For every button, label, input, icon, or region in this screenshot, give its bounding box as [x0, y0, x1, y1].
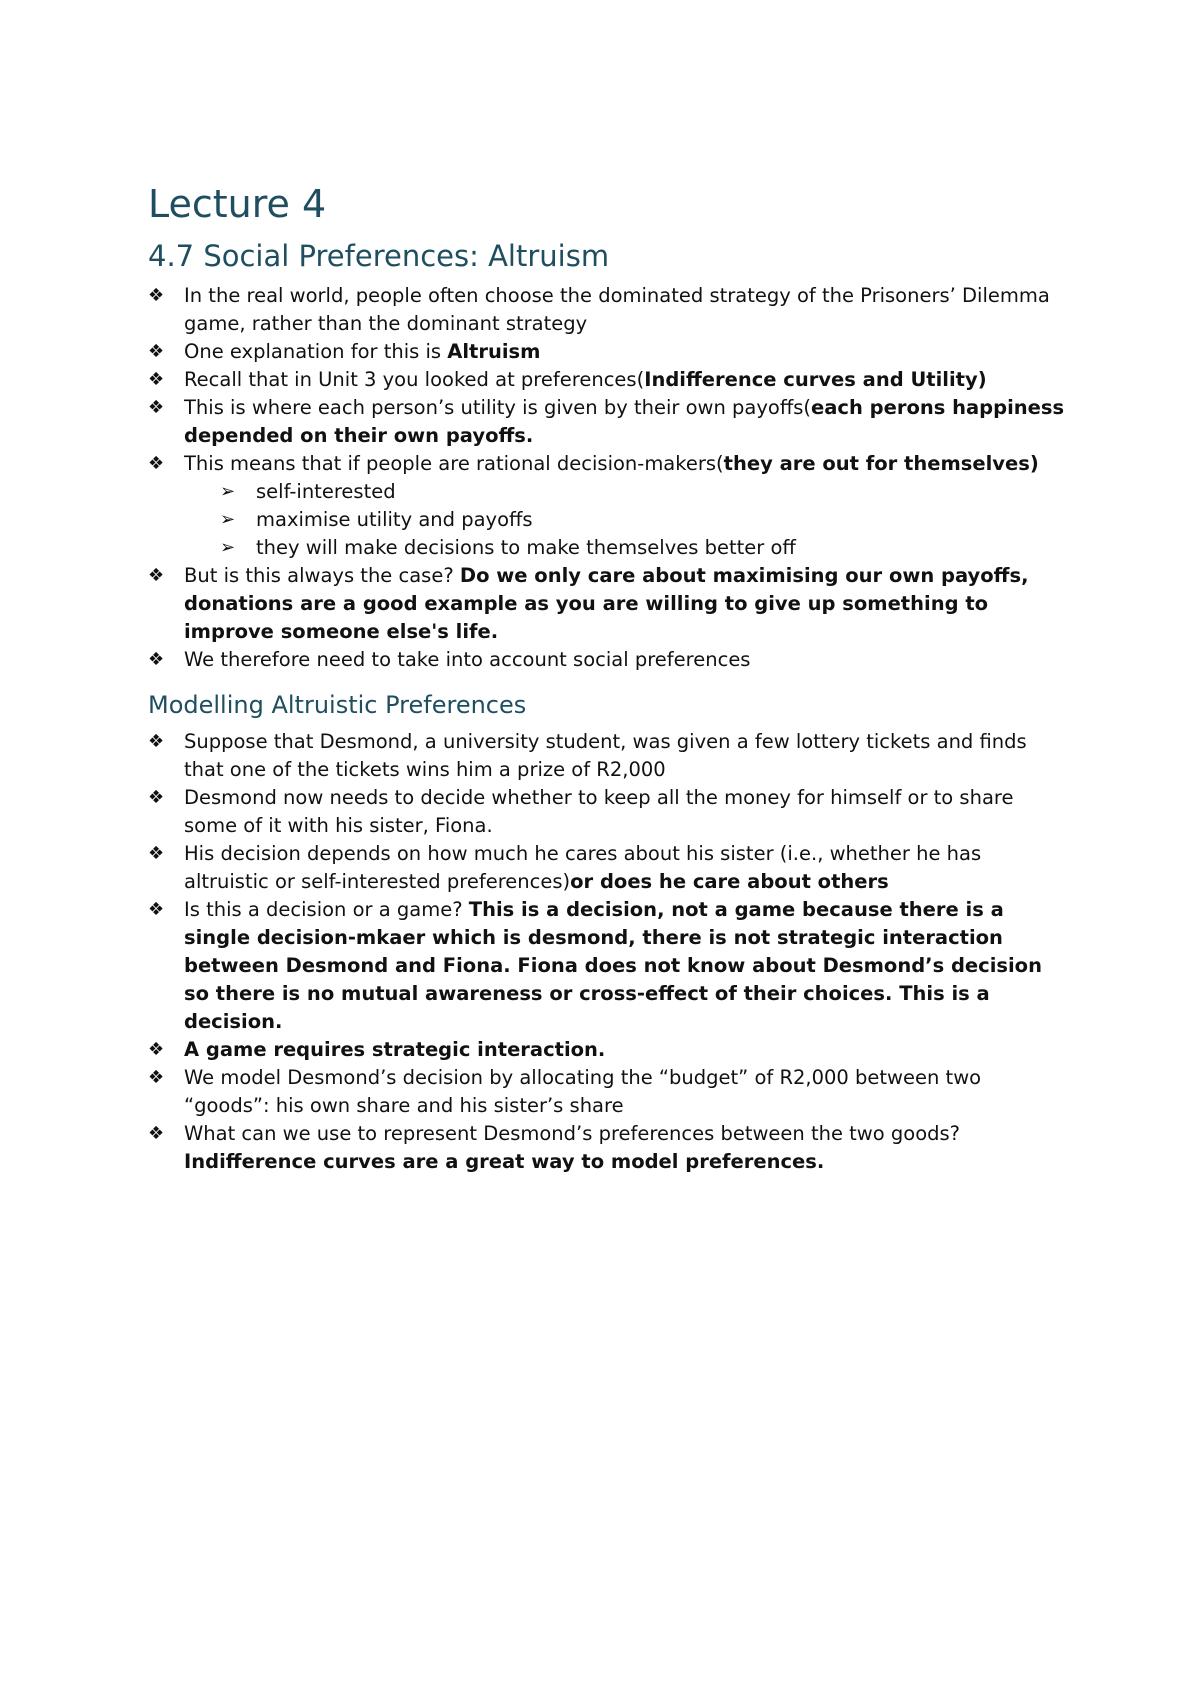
sub-item-text: self-interested: [256, 480, 396, 503]
arrowhead-bullet-icon: ➢: [220, 537, 236, 558]
item-text: Recall that in Unit 3 you looked at preferences(: [184, 368, 645, 391]
list-item: [148, 784, 1068, 840]
sub-item-text: maximise utility and payoffs: [256, 508, 533, 531]
item-text: We therefore need to take into account social preferences: [184, 648, 751, 671]
list-item: [148, 338, 1068, 366]
four-diamond-bullet-icon: ❖: [148, 787, 165, 808]
four-diamond-bullet-icon: ❖: [148, 565, 165, 586]
four-diamond-bullet-icon: ❖: [148, 843, 165, 864]
item-bold-text: or does he care about others: [570, 870, 889, 893]
four-diamond-bullet-icon: ❖: [148, 1123, 165, 1144]
four-diamond-bullet-icon: ❖: [148, 1067, 165, 1088]
item-text: One explanation for this is: [184, 340, 448, 363]
item-bold-text: they are out for themselves): [723, 452, 1039, 475]
list-item: [148, 840, 1068, 896]
four-diamond-bullet-icon: ❖: [148, 285, 165, 306]
item-text: In the real world, people often choose the dominated strategy of the Prisoners’ Dilemma game, rather than the dominant strategy: [184, 284, 1050, 335]
sub-list-item: [184, 478, 1068, 506]
four-diamond-bullet-icon: ❖: [148, 731, 165, 752]
item-bold-text: Indifference curves are a great way to model preferences.: [184, 1150, 825, 1173]
item-text: This means that if people are rational decision-makers(: [184, 452, 724, 475]
item-bold-text: Indifference curves and Utility): [644, 368, 987, 391]
sub-list-item: [184, 506, 1068, 534]
modelling-bullet-list: [148, 728, 1068, 1176]
list-item: [148, 1036, 1068, 1064]
arrowhead-bullet-icon: ➢: [220, 481, 236, 502]
list-item: [148, 728, 1068, 784]
arrowhead-bullet-icon: ➢: [220, 509, 236, 530]
lecture-title: Lecture 4: [148, 182, 327, 226]
list-item: [148, 282, 1068, 338]
four-diamond-bullet-icon: ❖: [148, 649, 165, 670]
list-item: [148, 366, 1068, 394]
list-item: [148, 1120, 1068, 1176]
item-text: This is where each person’s utility is given by their own payoffs(: [184, 396, 812, 419]
item-text: Is this a decision or a game?: [184, 898, 469, 921]
sub-list-item: [184, 534, 1068, 562]
item-bold-text: each perons happiness depended on their own payoffs.: [184, 396, 1065, 447]
item-text: Desmond now needs to decide whether to keep all the money for himself or to share some of it with his sister, Fiona.: [184, 786, 1014, 837]
four-diamond-bullet-icon: ❖: [148, 899, 165, 920]
list-item: [148, 450, 1068, 562]
item-text: We model Desmond’s decision by allocating the “budget” of R2,000 between two “goods”: his own share and his sister’s share: [184, 1066, 982, 1117]
item-text: His decision depends on how much he cares about his sister (i.e., whether he has altruistic or self-interested preferences): [184, 842, 982, 893]
four-diamond-bullet-icon: ❖: [148, 1039, 165, 1060]
list-item: [148, 394, 1068, 450]
item-bold-text: This is a decision, not a game because there is a single decision-mkaer which is desmond, there is not strategic interaction between Desmond and Fiona. Fiona does not know about Desmond’s decision so there is no mutual awareness or cross-effect of their choices. This is a decision.: [184, 898, 1042, 1033]
item-text: But is this always the case?: [184, 564, 460, 587]
item-text: Suppose that Desmond, a university student, was given a few lottery tickets and finds that one of the tickets wins him a prize of R2,000: [184, 730, 1027, 781]
section-heading-modelling: Modelling Altruistic Preferences: [148, 691, 527, 719]
section-heading-altruism: 4.7 Social Preferences: Altruism: [148, 239, 610, 273]
item-text: What can we use to represent Desmond’s preferences between the two goods?: [184, 1122, 961, 1145]
item-bold-text: Do we only care about maximising our own payoffs, donations are a good example as you are willing to give up something to improve someone else's life.: [184, 564, 1029, 643]
four-diamond-bullet-icon: ❖: [148, 369, 165, 390]
item-bold-text: Altruism: [447, 340, 541, 363]
altruism-bullet-list: [148, 282, 1068, 674]
four-diamond-bullet-icon: ❖: [148, 453, 165, 474]
four-diamond-bullet-icon: ❖: [148, 341, 165, 362]
sub-bullet-list: [184, 478, 1068, 562]
four-diamond-bullet-icon: ❖: [148, 397, 165, 418]
sub-item-text: they will make decisions to make themselves better off: [256, 536, 796, 559]
document-content: [148, 180, 1068, 1176]
list-item: [148, 1064, 1068, 1120]
item-bold-text: A game requires strategic interaction.: [184, 1038, 606, 1061]
list-item: [148, 562, 1068, 646]
list-item: [148, 896, 1068, 1036]
list-item: [148, 646, 1068, 674]
